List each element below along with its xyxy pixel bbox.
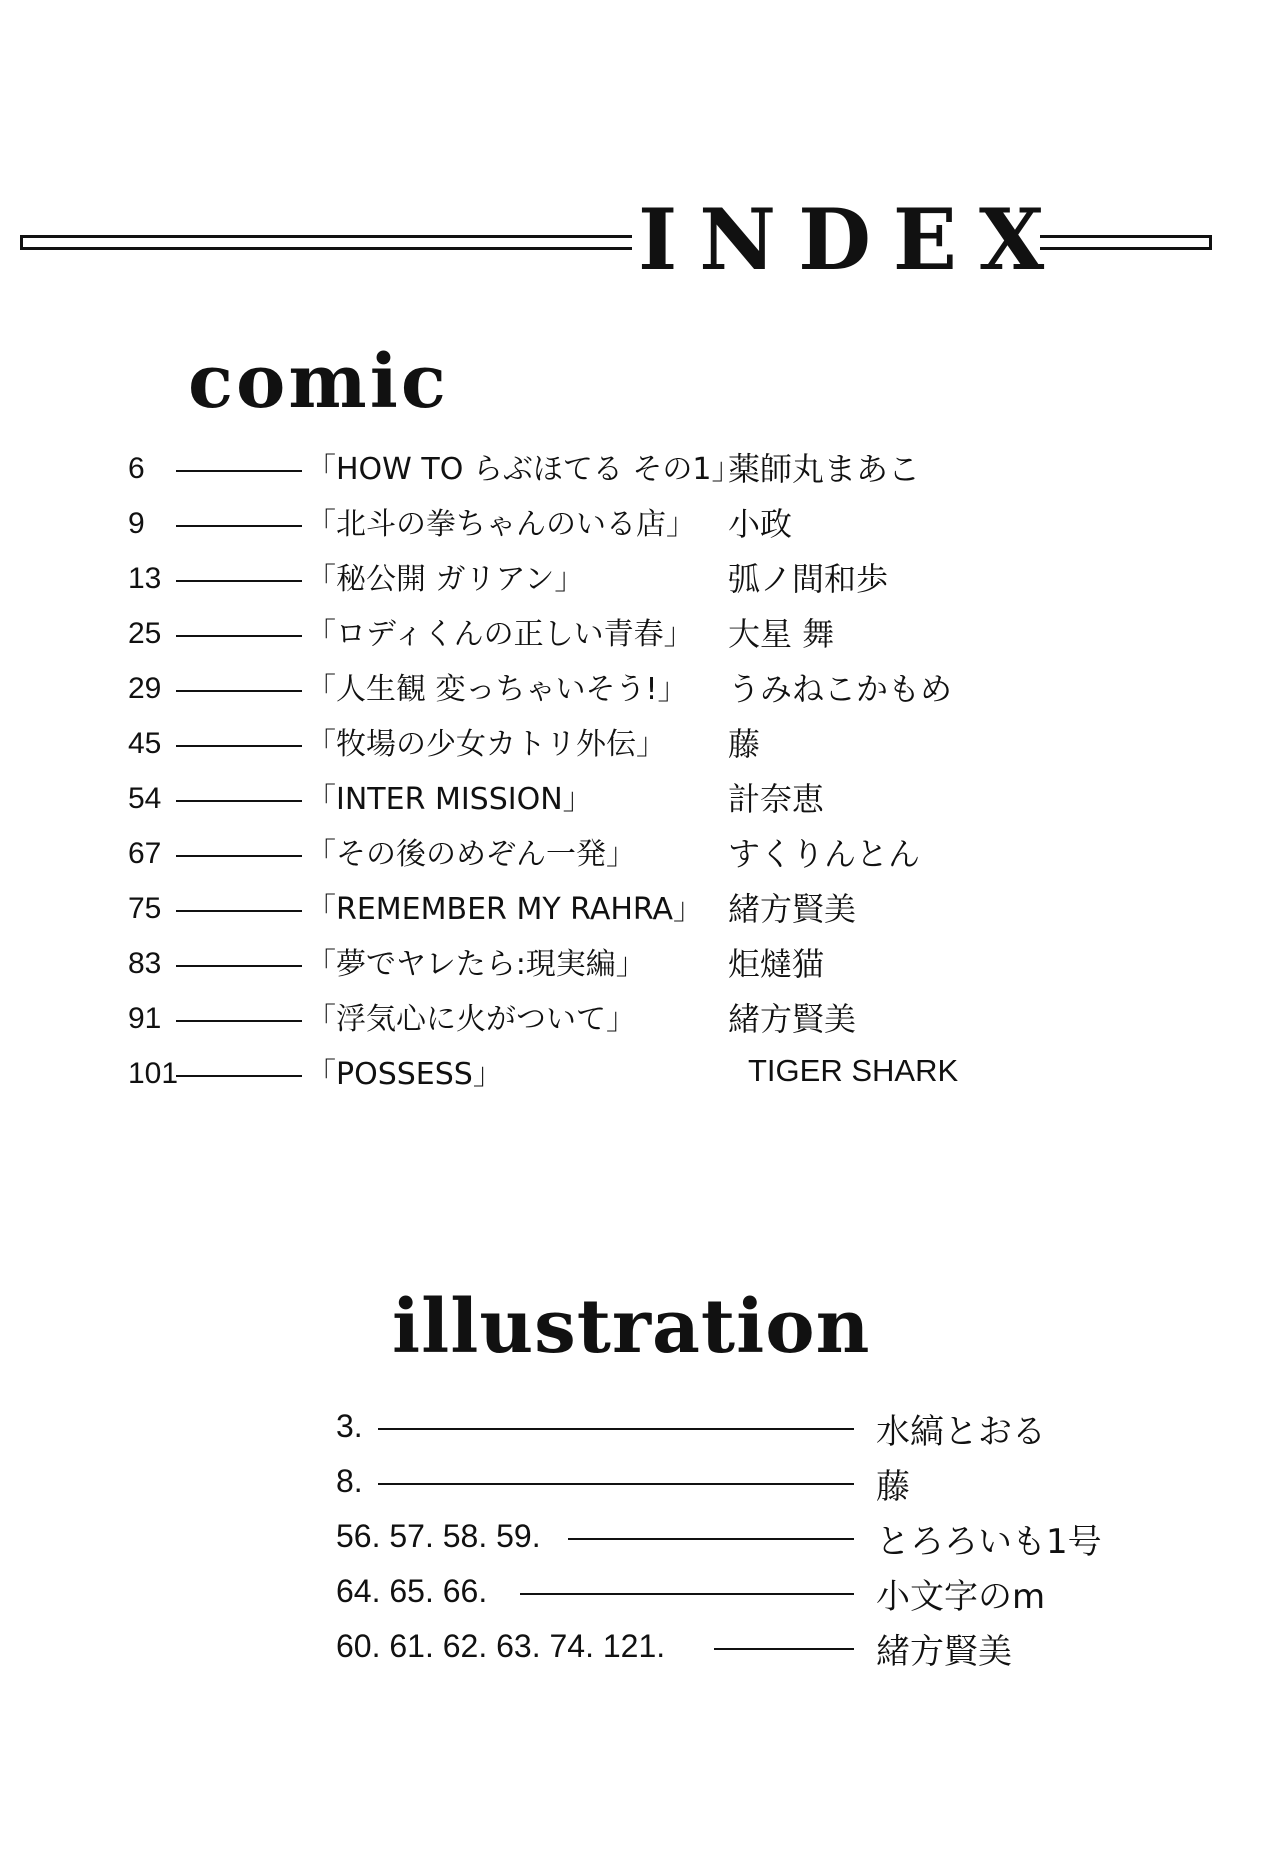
comic-page-number: 13 (128, 562, 162, 595)
leader-line (176, 965, 302, 967)
leader-line (176, 470, 302, 472)
comic-page-number: 91 (128, 1002, 162, 1035)
comic-entry (0, 660, 1280, 710)
leader-line (176, 1075, 302, 1077)
illustration-entry (0, 1565, 1280, 1621)
leader-line (176, 580, 302, 582)
comic-page-number: 75 (128, 892, 162, 925)
comic-entry (0, 605, 1280, 655)
illustration-pages: 3. (336, 1408, 363, 1444)
comic-entry (0, 935, 1280, 985)
illustration-author: 小文字のm (876, 1577, 1046, 1617)
comic-entry (0, 550, 1280, 600)
comic-page-number: 6 (128, 452, 145, 485)
leader-line (176, 800, 302, 802)
leader-line (568, 1538, 854, 1540)
comic-author: 弧ノ間和歩 (728, 560, 889, 598)
leader-line (520, 1593, 854, 1595)
comic-entry (0, 990, 1280, 1040)
comic-page-number: 25 (128, 617, 162, 650)
leader-line (176, 525, 302, 527)
comic-author: TIGER SHARK (748, 1053, 959, 1088)
comic-title: 「浮気心に火がついて」 (306, 1002, 636, 1037)
illustration-entry (0, 1400, 1280, 1456)
comic-page-number: 101 (128, 1057, 179, 1090)
comic-page-number: 29 (128, 672, 162, 705)
comic-entry (0, 825, 1280, 875)
illustration-heading: illustration (392, 1284, 871, 1370)
illustration-pages: 8. (336, 1463, 363, 1499)
illustration-entry (0, 1510, 1280, 1566)
comic-page-number: 54 (128, 782, 162, 815)
illustration-entry (0, 1620, 1280, 1676)
illustration-author: 水縞とおる (876, 1412, 1046, 1452)
comic-author: うみねこかもめ (728, 670, 953, 708)
comic-heading: comic (188, 339, 449, 425)
comic-title: 「秘公開 ガリアン」 (306, 562, 585, 597)
illustration-entry (0, 1455, 1280, 1511)
index-rule-right (1040, 233, 1212, 255)
comic-title: 「ロディくんの正しい青春」 (306, 617, 694, 652)
comic-title: 「HOW TO らぶほてる その1」 (306, 452, 742, 487)
leader-line (378, 1483, 854, 1485)
comic-entry (0, 495, 1280, 545)
illustration-pages: 64. 65. 66. (336, 1573, 488, 1609)
comic-title: 「REMEMBER MY RAHRA」 (306, 892, 704, 927)
illustration-author: とろろいも1号 (876, 1522, 1102, 1562)
index-title: INDEX (638, 190, 1067, 289)
comic-page-number: 67 (128, 837, 162, 870)
illustration-author: 藤 (876, 1467, 910, 1507)
comic-title: 「人生観 変っちゃいそう!」 (306, 672, 688, 707)
comic-page-number: 45 (128, 727, 162, 760)
illustration-pages: 56. 57. 58. 59. (336, 1518, 541, 1554)
index-rule-left (20, 233, 632, 255)
comic-entry (0, 715, 1280, 765)
comic-author: 大星 舞 (728, 615, 835, 653)
leader-line (176, 635, 302, 637)
comic-author: 藤 (728, 725, 761, 763)
comic-entry (0, 1045, 1280, 1095)
comic-title: 「北斗の拳ちゃんのいる店」 (306, 507, 696, 542)
leader-line (176, 745, 302, 747)
illustration-author: 緒方賢美 (876, 1632, 1012, 1672)
illustration-pages: 60. 61. 62. 63. 74. 121. (336, 1628, 666, 1664)
comic-author: 薬師丸まあこ (728, 450, 921, 488)
leader-line (378, 1428, 854, 1430)
comic-author: 緒方賢美 (728, 890, 857, 928)
comic-title: 「その後のめぞん一発」 (306, 837, 636, 872)
comic-title: 「INTER MISSION」 (306, 782, 593, 817)
comic-author: 小政 (728, 505, 793, 543)
comic-entry (0, 770, 1280, 820)
comic-entry (0, 880, 1280, 930)
comic-title: 「夢でヤレたら:現実編」 (306, 947, 646, 982)
comic-title: 「牧場の少女カトリ外伝」 (306, 727, 666, 762)
comic-author: 計奈恵 (728, 780, 825, 818)
comic-author: 炬燵猫 (728, 945, 825, 983)
comic-page-number: 9 (128, 507, 145, 540)
leader-line (714, 1648, 854, 1650)
leader-line (176, 690, 302, 692)
comic-page-number: 83 (128, 947, 162, 980)
comic-author: 緒方賢美 (728, 1000, 857, 1038)
comic-title: 「POSSESS」 (306, 1057, 503, 1092)
leader-line (176, 855, 302, 857)
leader-line (176, 1020, 302, 1022)
leader-line (176, 910, 302, 912)
comic-author: すくりんとん (728, 835, 921, 873)
comic-entry (0, 440, 1280, 490)
